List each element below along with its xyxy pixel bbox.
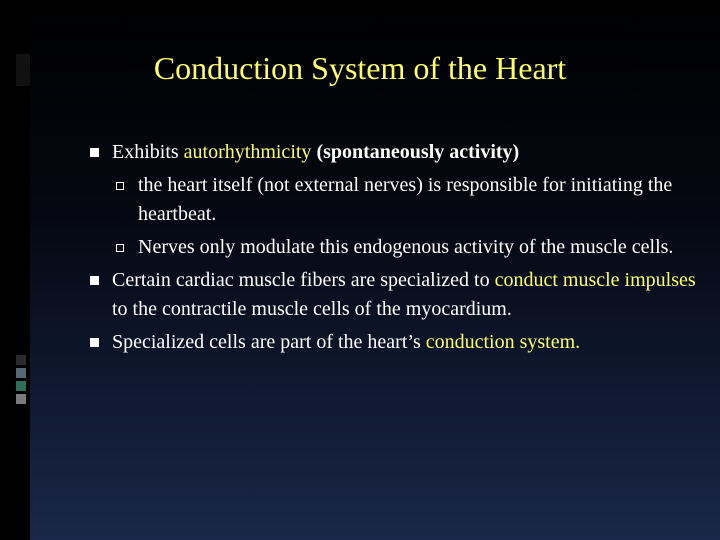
square-bullet-icon — [90, 148, 99, 157]
hollow-square-bullet-icon — [116, 182, 124, 190]
sub-bullet-text: Nerves only modulate this endogenous activity of the muscle cells. — [138, 236, 674, 258]
bullet-item — [90, 138, 710, 167]
square-bullet-icon — [90, 276, 99, 285]
sub-bullet-item — [116, 233, 710, 262]
highlight-text: autorhythmicity — [183, 141, 312, 163]
bullet-text: Certain cardiac muscle fibers are specialized to — [112, 269, 495, 291]
hollow-square-bullet-icon — [116, 244, 124, 252]
sub-bullet-item — [116, 171, 710, 229]
slide-content — [90, 138, 710, 361]
sub-bullet-text: the heart itself (not external nerves) is responsible for initiating the heartbeat. — [138, 174, 673, 225]
decorative-squares — [16, 355, 26, 407]
bullet-item — [90, 266, 710, 324]
bullet-item — [90, 328, 710, 357]
bullet-text: Specialized cells are part of the heart’s — [112, 331, 426, 353]
bullet-text: to the contractile muscle cells of the myocardium. — [112, 298, 512, 320]
slide-title: Conduction System of the Heart — [153, 50, 567, 86]
highlight-text: conduct muscle impulses — [494, 269, 696, 291]
bullet-text: Exhibits — [112, 141, 184, 163]
highlight-text: conduction system. — [425, 331, 581, 353]
square-bullet-icon — [90, 338, 99, 347]
bold-text: (spontaneously activity) — [311, 141, 520, 163]
